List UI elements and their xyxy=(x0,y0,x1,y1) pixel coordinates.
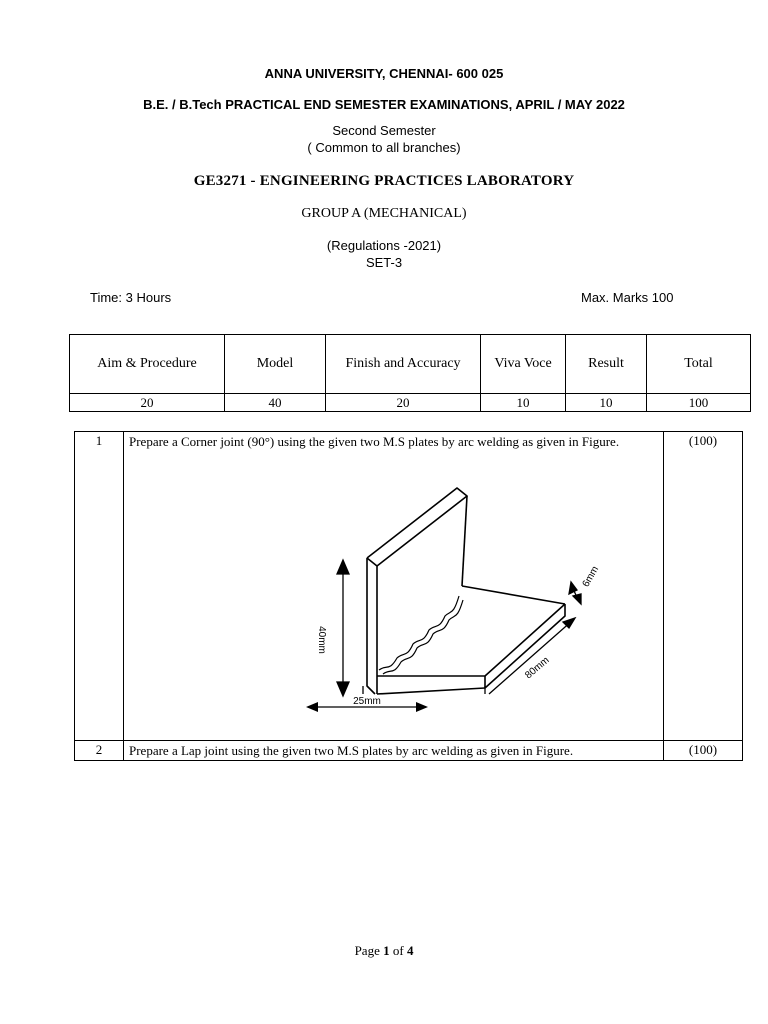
marks-value-cell: 20 xyxy=(326,394,481,412)
length-dimension-label: 80mm xyxy=(523,654,552,682)
time-label: Time: 3 Hours xyxy=(90,290,172,305)
width-dimension xyxy=(363,686,485,694)
thickness-dimension xyxy=(569,582,581,604)
marks-header-cell: Viva Voce xyxy=(481,335,566,394)
marks-header-cell: Aim & Procedure xyxy=(70,335,225,394)
base-plate-back-edge xyxy=(462,586,565,604)
arrow-head xyxy=(337,560,349,574)
regulations-label: (Regulations -2021) xyxy=(326,238,442,253)
common-label: ( Common to all branches) xyxy=(307,140,461,155)
vertical-plate-front-edge xyxy=(367,558,377,694)
height-dimension xyxy=(337,560,349,696)
question-number: 2 xyxy=(75,741,124,761)
marks-value-cell: 40 xyxy=(225,394,326,412)
marks-header-cell: Total xyxy=(647,335,751,394)
marks-value-cell: 100 xyxy=(647,394,751,412)
vertical-plate-outer-edge xyxy=(367,558,375,694)
marks-value-cell: 20 xyxy=(70,394,225,412)
weld-bead xyxy=(379,596,463,674)
arrow-head xyxy=(337,682,349,696)
set-label: SET-3 xyxy=(365,255,403,270)
page-of: of xyxy=(392,943,404,958)
question-marks: (100) xyxy=(664,741,743,761)
marks-header-cell: Model xyxy=(225,335,326,394)
height-dimension-label: 40mm xyxy=(316,626,327,654)
exam-title: B.E. / B.Tech PRACTICAL END SEMESTER EXAMINATIONS, APRIL / MAY 2022 xyxy=(143,97,625,112)
length-dimension xyxy=(489,618,575,694)
vertical-plate-top-edge xyxy=(367,488,467,566)
page-current: 1 xyxy=(383,943,390,958)
arrow-head xyxy=(306,702,318,712)
thickness-dimension-label: 6mm xyxy=(580,564,602,590)
question-marks: (100) xyxy=(664,432,743,741)
marks-header-row xyxy=(70,335,751,394)
base-plate-bottom-edge xyxy=(377,688,485,694)
page-label: Page xyxy=(354,943,380,958)
question-number: 1 xyxy=(75,432,124,741)
marks-header-cell: Result xyxy=(566,335,647,394)
width-dimension-line xyxy=(306,695,428,717)
arrow-head xyxy=(573,594,581,604)
width-dimension-arrow xyxy=(306,695,428,717)
marks-header-cell: Finish and Accuracy xyxy=(326,335,481,394)
width-dimension-label: 25mm xyxy=(353,696,381,707)
marks-value-cell: 10 xyxy=(566,394,647,412)
question-row xyxy=(75,741,743,761)
university-title: ANNA UNIVERSITY, CHENNAI- 600 025 xyxy=(264,66,504,81)
marks-value-row xyxy=(70,394,751,412)
marks-value-cell: 10 xyxy=(481,394,566,412)
max-marks-label: Max. Marks 100 xyxy=(581,290,674,305)
question-text: Prepare a Corner joint (90°) using the given two M.S plates by arc welding as given in Figure. xyxy=(129,434,620,449)
question-text: Prepare a Lap joint using the given two M.S plates by arc welding as given in Figure. xyxy=(124,741,664,761)
semester-label: Second Semester xyxy=(332,123,436,138)
arrow-head xyxy=(569,582,577,594)
arrow-head xyxy=(416,702,428,712)
course-title: GE3271 - ENGINEERING PRACTICES LABORATORY xyxy=(193,173,575,189)
group-label: GROUP A (MECHANICAL) xyxy=(301,206,467,221)
corner-joint-figure xyxy=(257,458,602,694)
marks-table xyxy=(69,334,751,412)
page-footer xyxy=(0,943,768,959)
page-total: 4 xyxy=(406,943,414,958)
vertical-plate-back-edge xyxy=(462,496,467,586)
